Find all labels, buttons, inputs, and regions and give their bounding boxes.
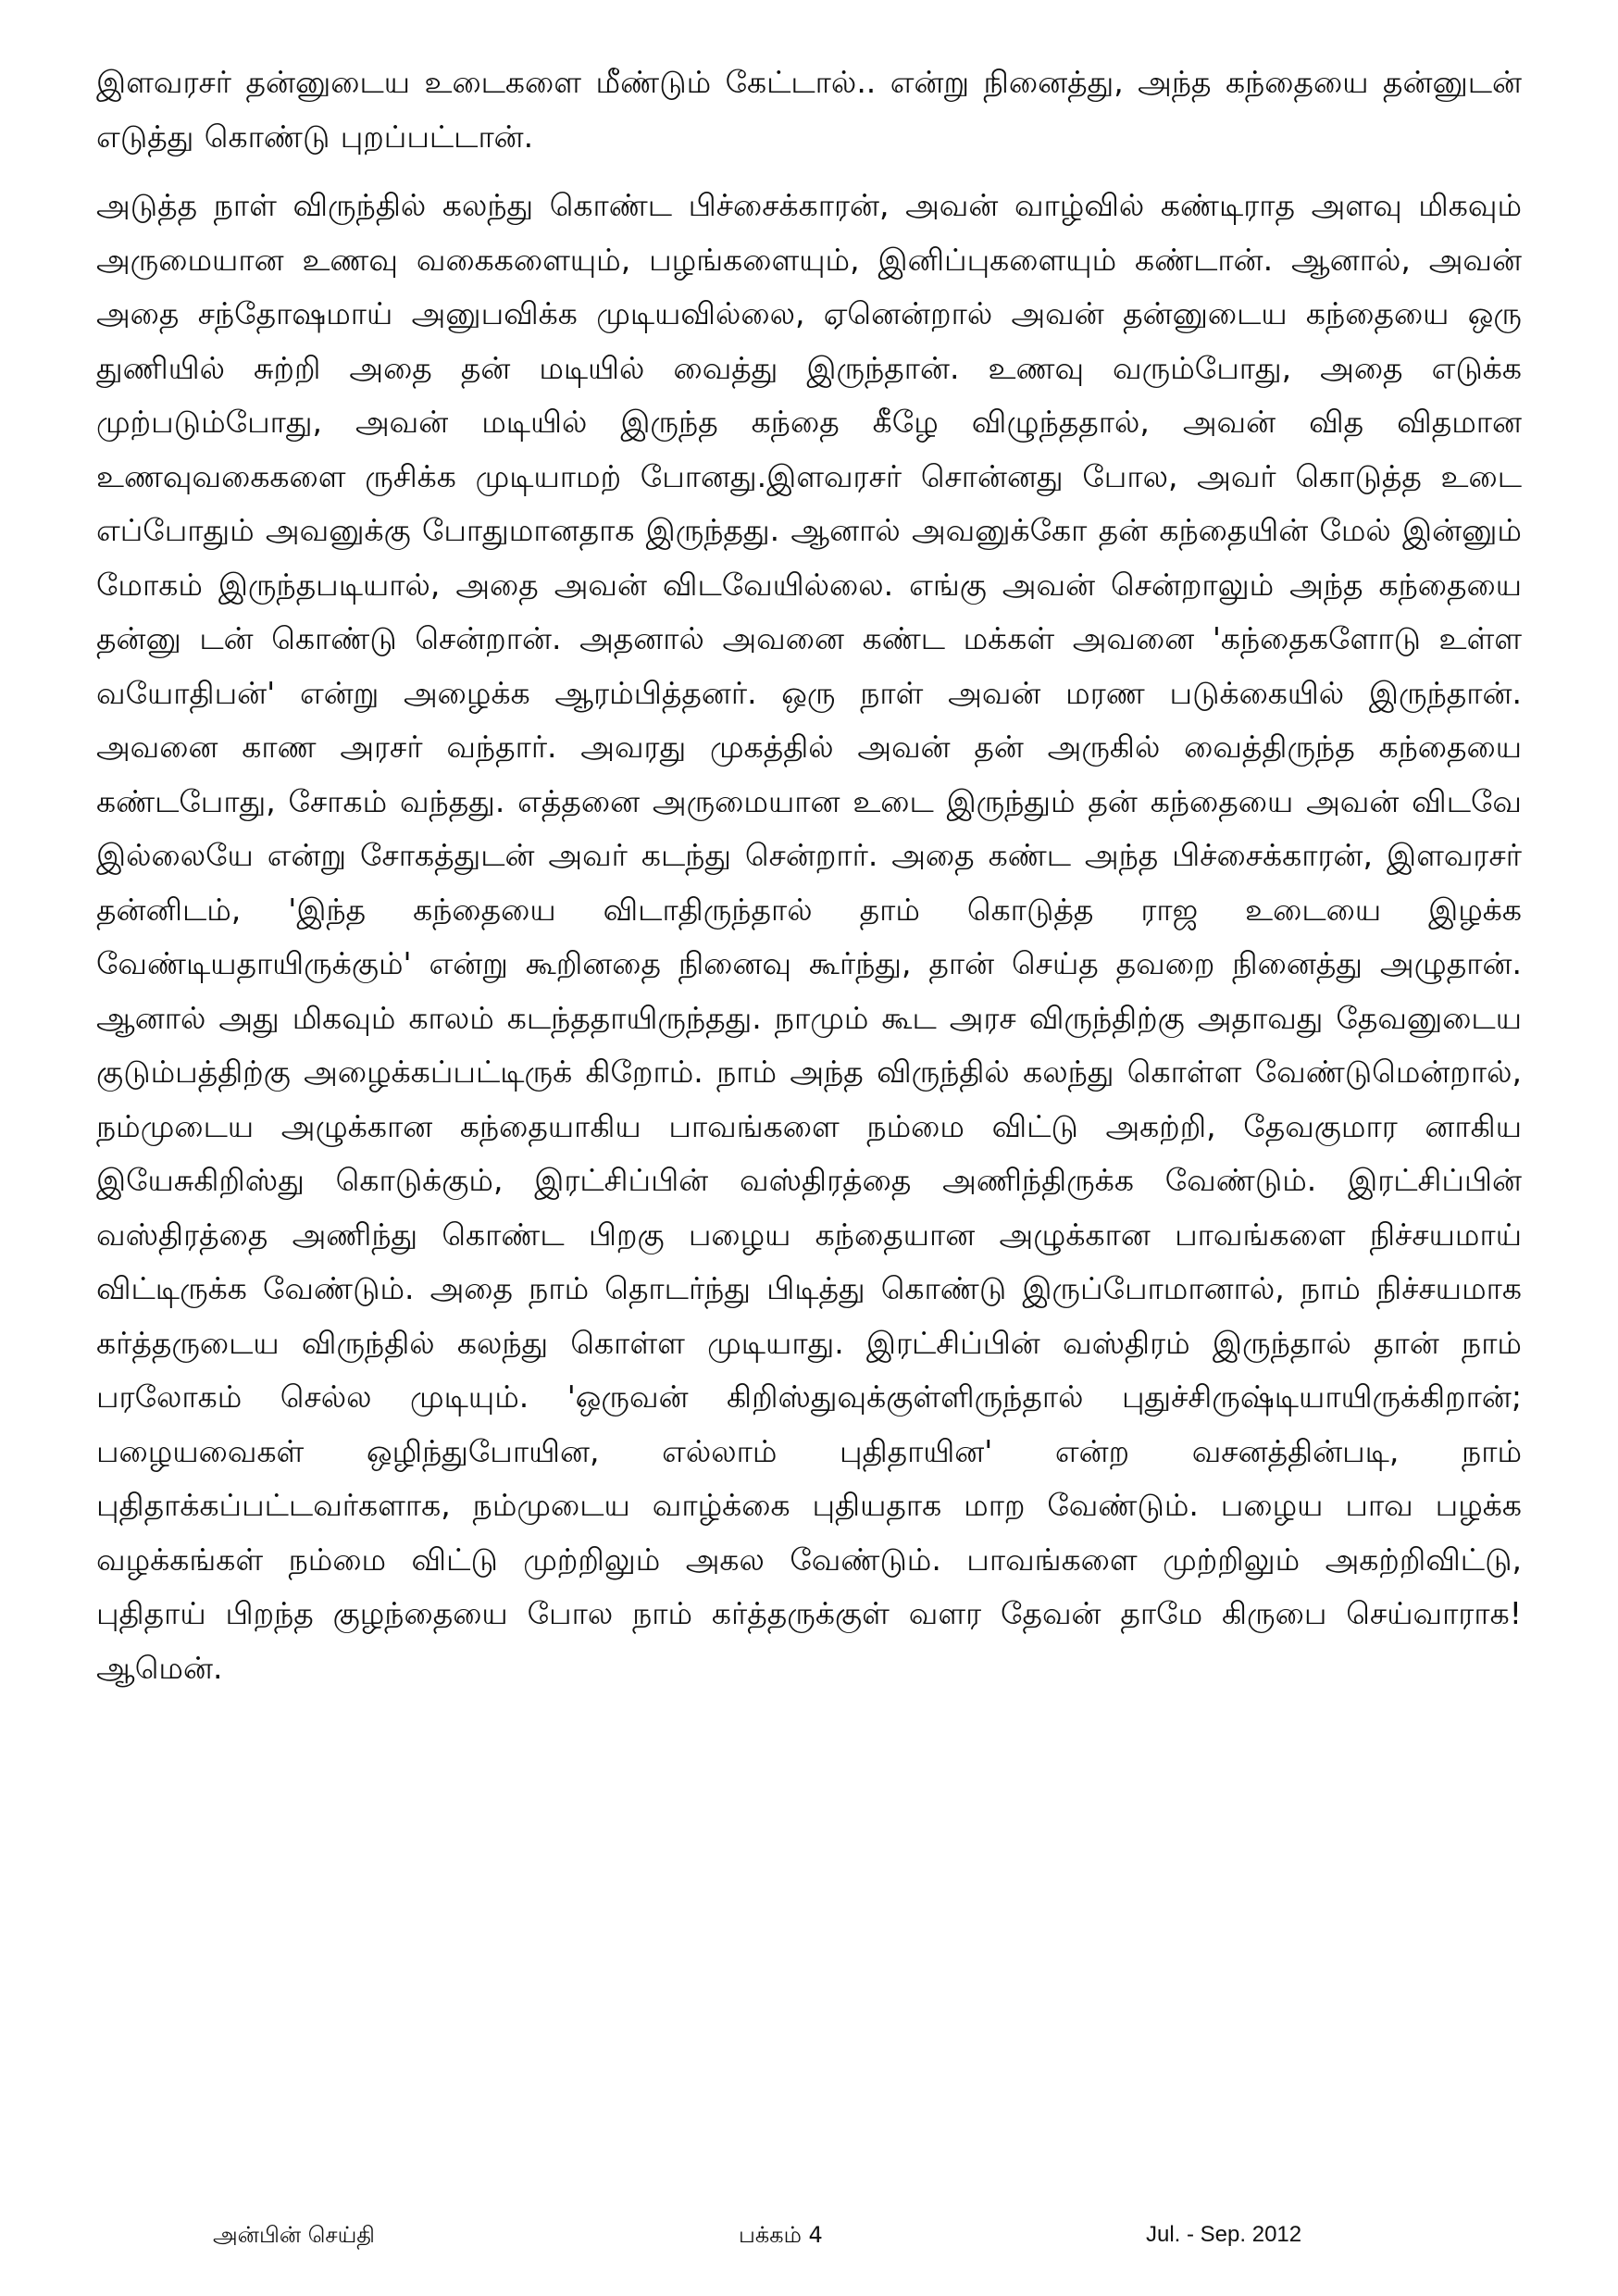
page-number: பக்கம் 4 — [739, 2222, 823, 2248]
document-body — [96, 56, 1522, 1695]
paragraph: இளவரசர் தன்னுடைய உடைகளை மீண்டும் கேட்டால்.. என்று நினைத்து, அந்த கந்தையை தன்னுடன் எடுத்து கொண்டு புறப்பட்டான். — [96, 64, 1522, 155]
paragraph: அடுத்த நாள் விருந்தில் கலந்து கொண்ட பிச்சைக்காரன், அவன் வாழ்வில் கண்டிராத அளவு மிகவும் அருமையான உணவு வகைகளையும், பழங்களையும், இனிப்புகளையும் கண்டான். ஆனால், அவன் அதை சந்தோஷமாய் அனுபவிக்க முடியவில்லை, ஏனென்றால் அவன் தன்னுடைய கந்தையை ஒரு துணியில் சுற்றி அதை தன் மடியில் வைத்து இருந்தான். உணவு வரும்போது, அதை எடுக்க முற்படும்போது, அவன் மடியில் இருந்த கந்தை கீழே விழுந்ததால், அவன் வித விதமான உணவுவகைகளை ருசிக்க முடியாமற் போனது.இளவரசர் சொன்னது போல, அவர் கொடுத்த உடை எப்போதும் அவனுக்கு போதுமானதாக இருந்தது. ஆனால் அவனுக்கோ தன் கந்தையின் மேல் இன்னும் மோகம் இருந்தபடியால், அதை அவன் விடவேயில்லை. எங்கு அவன் சென்றாலும் அந்த கந்தையை தன்னு டன் கொண்டு சென்றான். அதனால் அவனை கண்ட மக்கள் அவனை 'கந்தைகளோடு உள்ள வயோதிபன்' என்று அழைக்க ஆரம்பித்தனர். ஒரு நாள் அவன் மரண படுக்கையில் இருந்தான். அவனை காண அரசர் வந்தார். அவரது முகத்தில் அவன் தன் அருகில் வைத்திருந்த கந்தையை கண்டபோது, சோகம் வந்தது. எத்தனை அருமையான உடை இருந்தும் தன் கந்தையை அவன் விடவே இல்லையே என்று சோகத்துடன் அவர் கடந்து சென்றார். அதை கண்ட அந்த பிச்சைக்காரன், இளவரசர் தன்னிடம், 'இந்த கந்தையை விடாதிருந்தால் தாம் கொடுத்த ராஜ உடையை இழக்க வேண்டியதாயிருக்கும்' என்று கூறினதை நினைவு கூர்ந்து, தான் செய்த தவறை நினைத்து அழுதான். ஆனால் அது மிகவும் காலம் கடந்ததாயிருந்தது. நாமும் கூட அரச விருந்திற்கு அதாவது தேவனுடைய குடும்பத்திற்கு அழைக்கப்பட்டிருக் கிறோம். நாம் அந்த விருந்தில் கலந்து கொள்ள வேண்டுமென்றால், நம்முடைய அழுக்கான கந்தையாகிய பாவங்களை நம்மை விட்டு அகற்றி, தேவகுமார னாகிய இயேசுகிறிஸ்து கொடுக்கும், இரட்சிப்பின் வஸ்திரத்தை அணிந்திருக்க வேண்டும். இரட்சிப்பின் வஸ்திரத்தை அணிந்து கொண்ட பிறகு பழைய கந்தையான அழுக்கான பாவங்களை நிச்சயமாய் விட்டிருக்க வேண்டும். அதை நாம் தொடர்ந்து பிடித்து கொண்டு இருப்போமானால், நாம் நிச்சயமாக கர்த்தருடைய விருந்தில் கலந்து கொள்ள முடியாது. இரட்சிப்பின் வஸ்திரம் இருந்தால் தான் நாம் பரலோகம் செல்ல முடியும். 'ஒருவன் கிறிஸ்துவுக்குள்ளிருந்தால் புதுச்சிருஷ்டியாயிருக்கிறான்; பழையவைகள் ஒழிந்துபோயின, எல்லாம் புதிதாயின' என்ற வசனத்தின்படி, நாம் புதிதாக்கப்பட்டவர்களாக, நம்முடைய வாழ்க்கை புதியதாக மாற வேண்டும். பழைய பாவ பழக்க வழக்கங்கள் நம்மை விட்டு முற்றிலும் அகல வேண்டும். பாவங்களை முற்றிலும் அகற்றிவிட்டு, புதிதாய் பிறந்த குழந்தையை போல நாம் கர்த்தருக்குள் வளர தேவன் தாமே கிருபை செய்வாராக! ஆமென். — [96, 187, 1522, 1686]
issue-date: Jul. - Sep. 2012 — [1146, 2222, 1302, 2247]
page-footer — [213, 2222, 1416, 2255]
publication-name: அன்பின் செய்தி — [213, 2222, 375, 2248]
